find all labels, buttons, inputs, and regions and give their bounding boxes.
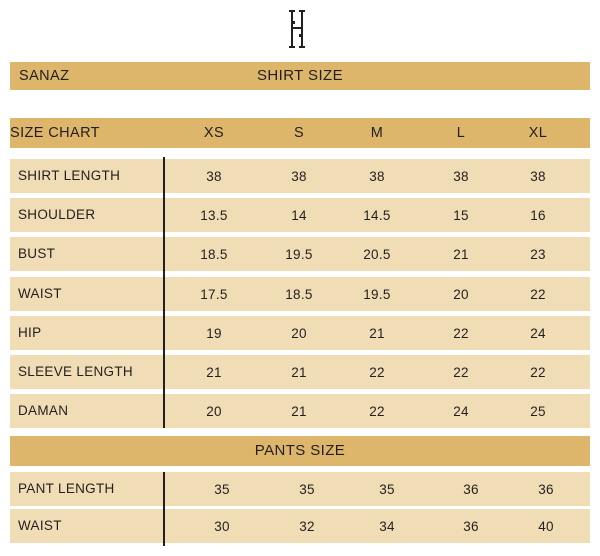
row-label: BUST [18, 246, 56, 261]
table-row [10, 355, 590, 389]
brand-logo-icon [288, 8, 308, 50]
size-chart-header-row [10, 118, 590, 148]
table-row [10, 198, 590, 232]
value-l: 36 [463, 519, 479, 534]
table-row [10, 509, 590, 543]
value-s: 20 [291, 326, 307, 341]
value-xl: 16 [530, 208, 546, 223]
value-xs: 20 [206, 404, 222, 419]
row-label: PANT LENGTH [18, 481, 115, 496]
column-divider [163, 472, 165, 546]
row-label: SHOULDER [18, 207, 96, 222]
row-label: HIP [18, 325, 42, 340]
value-l: 22 [453, 326, 469, 341]
value-s: 32 [299, 519, 315, 534]
value-s: 18.5 [285, 287, 313, 302]
value-l: 36 [463, 482, 479, 497]
value-xl: 22 [530, 365, 546, 380]
value-xl: 23 [530, 247, 546, 262]
size-l: L [456, 125, 466, 141]
shirt-size-header [10, 62, 590, 90]
value-xl: 25 [530, 404, 546, 419]
table-row [10, 316, 590, 350]
value-m: 34 [379, 519, 395, 534]
value-l: 22 [453, 365, 469, 380]
table-row [10, 159, 590, 193]
value-xl: 38 [530, 169, 546, 184]
value-xs: 13.5 [200, 208, 228, 223]
value-xl: 40 [538, 519, 554, 534]
row-label: SHIRT LENGTH [18, 168, 121, 183]
size-s: S [293, 125, 305, 141]
value-xl: 36 [538, 482, 554, 497]
value-s: 35 [299, 482, 315, 497]
row-label: SLEEVE LENGTH [18, 364, 133, 379]
value-xs: 17.5 [200, 287, 228, 302]
value-xl: 22 [530, 287, 546, 302]
value-s: 21 [291, 404, 307, 419]
pants-size-title: PANTS SIZE [254, 442, 346, 459]
size-xs: XS [203, 125, 225, 141]
value-m: 21 [369, 326, 385, 341]
table-row [10, 472, 590, 506]
value-xs: 30 [214, 519, 230, 534]
pants-size-header [10, 436, 590, 466]
value-l: 15 [453, 208, 469, 223]
size-chart-label: SIZE CHART [10, 125, 100, 141]
table-row [10, 237, 590, 271]
value-xs: 19 [206, 326, 222, 341]
value-xs: 35 [214, 482, 230, 497]
column-divider [163, 157, 165, 428]
value-s: 38 [291, 169, 307, 184]
value-l: 38 [453, 169, 469, 184]
table-row [10, 277, 590, 311]
value-m: 20.5 [363, 247, 391, 262]
value-s: 21 [291, 365, 307, 380]
value-xs: 21 [206, 365, 222, 380]
row-label: WAIST [18, 518, 62, 533]
value-m: 22 [369, 404, 385, 419]
value-s: 19.5 [285, 247, 313, 262]
table-row [10, 394, 590, 428]
size-m: M [370, 125, 384, 141]
row-label: WAIST [18, 286, 62, 301]
value-s: 14 [291, 208, 307, 223]
value-m: 22 [369, 365, 385, 380]
shirt-size-title: SHIRT SIZE [257, 67, 343, 84]
value-l: 24 [453, 404, 469, 419]
row-label: DAMAN [18, 403, 69, 418]
value-xs: 38 [206, 169, 222, 184]
size-xl: XL [528, 125, 548, 141]
value-m: 19.5 [363, 287, 391, 302]
value-l: 21 [453, 247, 469, 262]
value-xs: 18.5 [200, 247, 228, 262]
value-m: 38 [369, 169, 385, 184]
value-m: 14.5 [363, 208, 391, 223]
brand-name: SANAZ [19, 68, 70, 84]
value-l: 20 [453, 287, 469, 302]
value-m: 35 [379, 482, 395, 497]
value-xl: 24 [530, 326, 546, 341]
